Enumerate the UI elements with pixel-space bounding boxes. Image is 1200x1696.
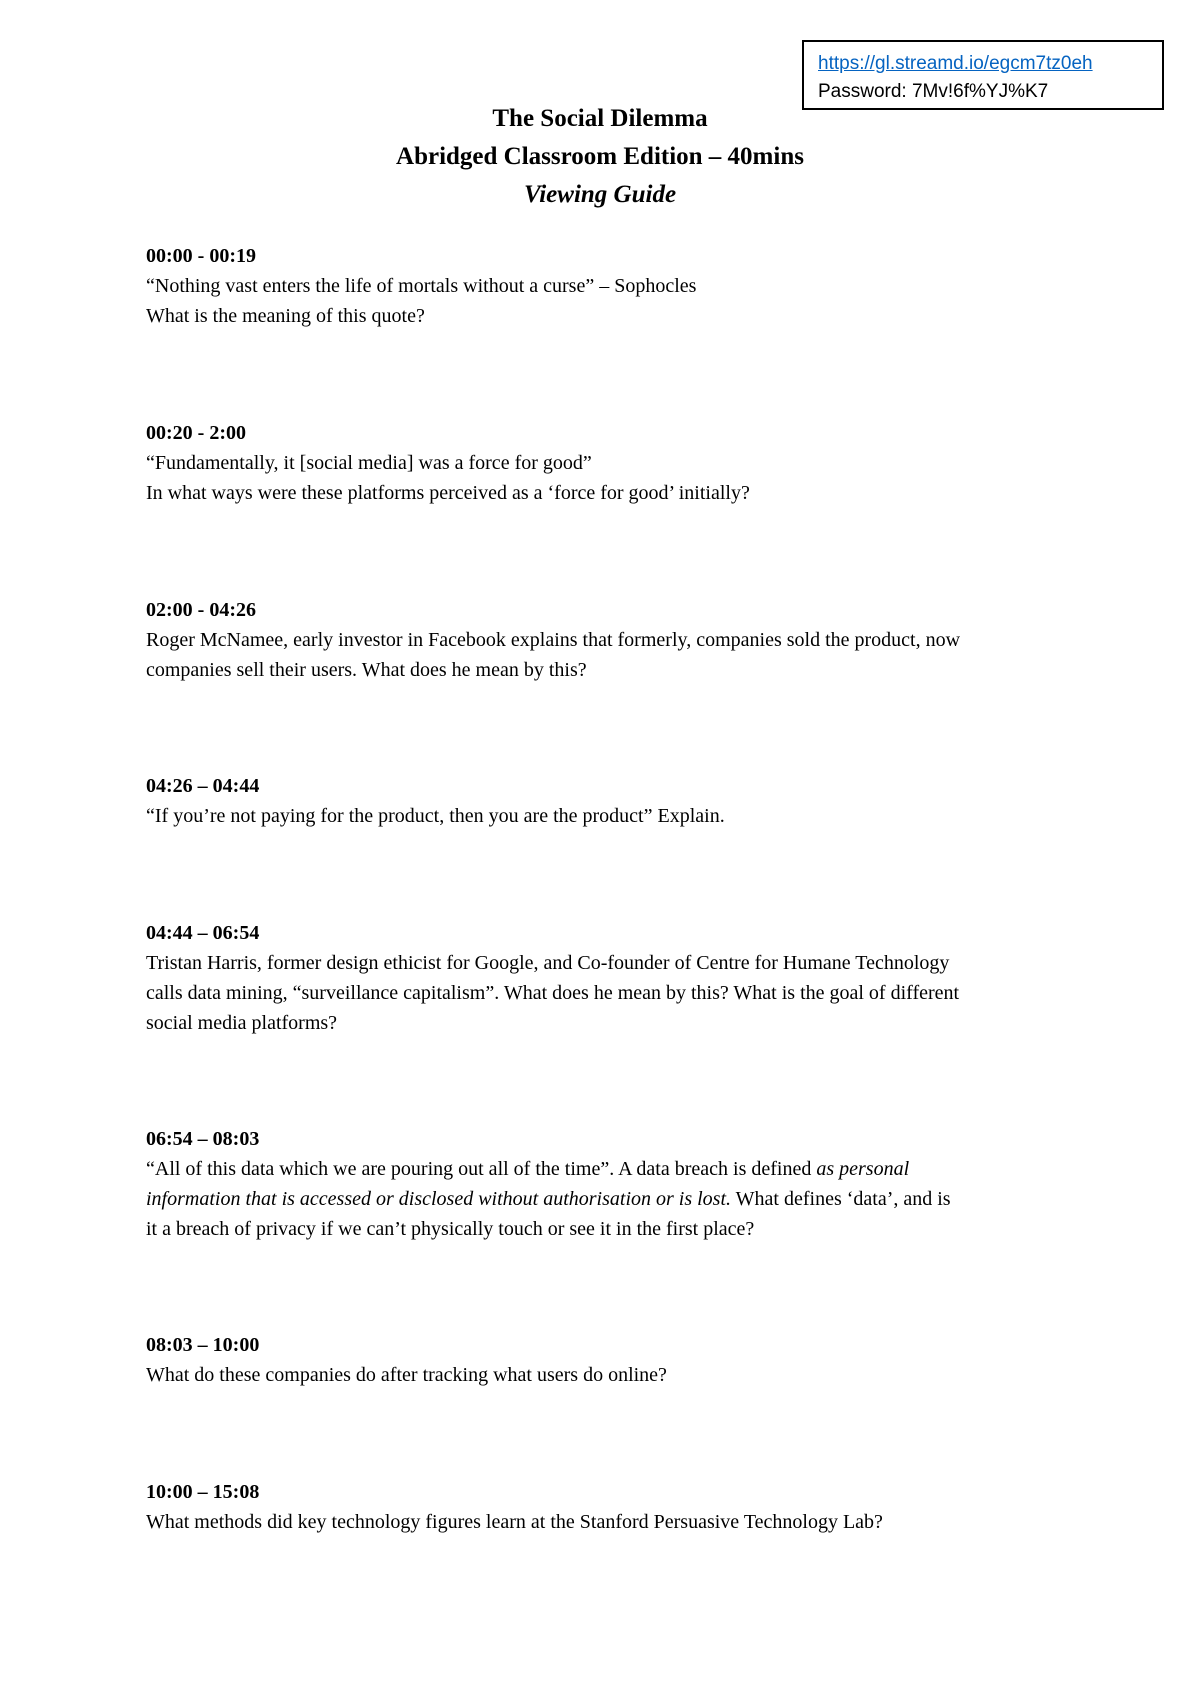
section-text: “Nothing vast enters the life of mortals without a curse” – Sophocles (146, 275, 697, 297)
timestamp: 04:44 – 06:54 (146, 922, 260, 944)
section-2 (146, 418, 1066, 508)
section-4 (146, 771, 1066, 831)
section-6 (146, 1124, 1066, 1244)
timestamp: 08:03 – 10:00 (146, 1334, 260, 1356)
timestamp: 04:26 – 04:44 (146, 775, 260, 797)
section-text: calls data mining, “surveillance capitalism”. What does he mean by this? What is the goal of different (146, 982, 960, 1004)
section-text-italic: information that is accessed or disclosed without authorisation or is lost. (146, 1188, 732, 1210)
section-text: companies sell their users. What does he mean by this? (146, 659, 587, 681)
section-5 (146, 918, 1066, 1038)
timestamp: 02:00 - 04:26 (146, 599, 256, 621)
timestamp: 00:00 - 00:19 (146, 245, 256, 267)
section-text: “Fundamentally, it [social media] was a force for good” (146, 452, 592, 474)
section-7 (146, 1330, 1066, 1390)
section-text-italic: as personal (816, 1158, 910, 1180)
section-1 (146, 241, 1066, 331)
section-8 (146, 1477, 1066, 1537)
password-text: Password: 7Mv!6f%YJ%K7 (818, 81, 1049, 102)
section-text: it a breach of privacy if we can’t physically touch or see it in the first place? (146, 1218, 755, 1240)
timestamp: 10:00 – 15:08 (146, 1481, 260, 1503)
section-text: What do these companies do after tracking what users do online? (146, 1364, 667, 1386)
section-text (146, 1184, 1066, 1214)
section-text: What is the meaning of this quote? (146, 305, 425, 327)
section-text: “If you’re not paying for the product, then you are the product” Explain. (146, 805, 725, 827)
section-text: Tristan Harris, former design ethicist for Google, and Co-founder of Centre for Humane Technology (146, 952, 950, 974)
viewing-guide-heading: Viewing Guide (523, 181, 677, 208)
timestamp: 00:20 - 2:00 (146, 422, 246, 444)
section-text: social media platforms? (146, 1012, 338, 1034)
timestamp: 06:54 – 08:03 (146, 1128, 260, 1150)
page-subtitle: Abridged Classroom Edition – 40mins (396, 143, 804, 170)
section-text-part: “All of this data which we are pouring out all of the time”. A data breach is defined (146, 1158, 817, 1180)
title-block (0, 100, 1200, 214)
section-text: What methods did key technology figures learn at the Stanford Persuasive Technology Lab? (146, 1511, 883, 1533)
section-text-part: What defines ‘data’, and is (731, 1188, 951, 1210)
section-text: In what ways were these platforms perceived as a ‘force for good’ initially? (146, 482, 750, 504)
section-text: Roger McNamee, early investor in Facebook explains that formerly, companies sold the product, now (146, 629, 961, 651)
section-3 (146, 595, 1066, 685)
section-text (146, 1154, 1066, 1184)
page-title: The Social Dilemma (492, 105, 708, 132)
stream-link[interactable]: https://gl.streamd.io/egcm7tz0eh (818, 53, 1093, 74)
